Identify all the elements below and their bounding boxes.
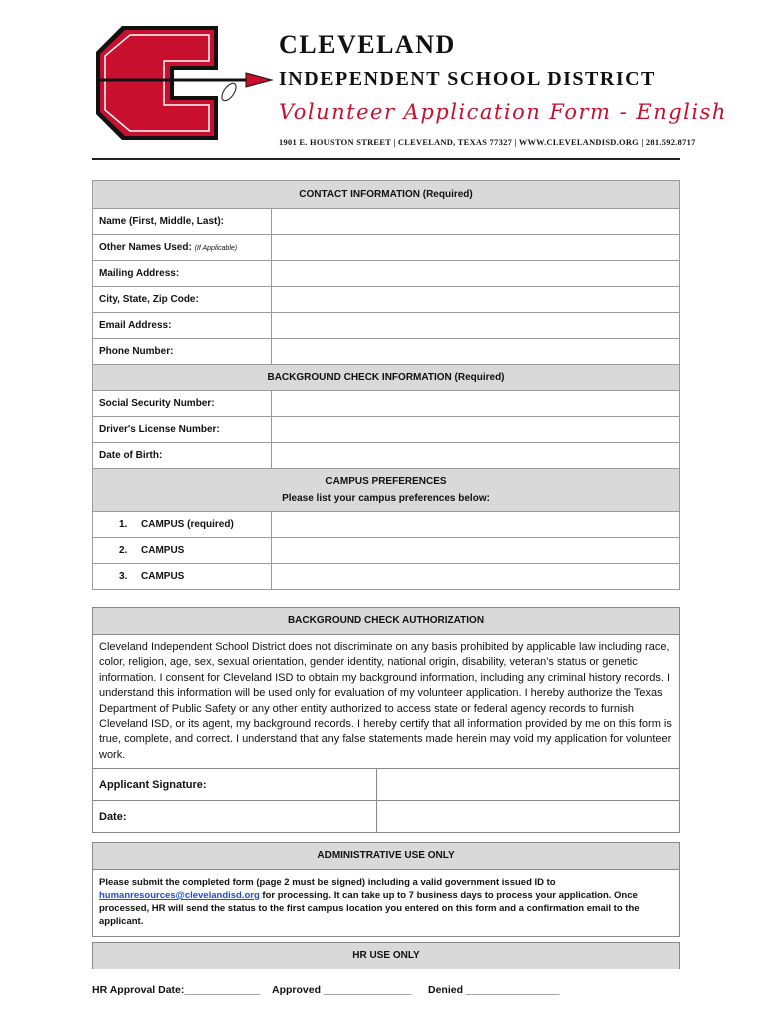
other-names-field[interactable] <box>272 235 680 261</box>
name-label: Name (First, Middle, Last): <box>93 209 272 235</box>
dob-field[interactable] <box>272 443 680 469</box>
table-row <box>93 313 680 339</box>
other-names-label <box>93 235 272 261</box>
campus-1-text: CAMPUS (required) <box>141 519 234 530</box>
campus-title: CAMPUS PREFERENCES <box>325 476 447 487</box>
city-field[interactable] <box>272 287 680 313</box>
email-field[interactable] <box>272 313 680 339</box>
campus-1-field[interactable] <box>272 512 680 538</box>
contact-header: CONTACT INFORMATION (Required) <box>93 181 680 209</box>
ssn-label: Social Security Number: <box>93 391 272 417</box>
license-label: Driver's License Number: <box>93 417 272 443</box>
hr-section <box>92 942 680 969</box>
campus-1-number: 1. <box>119 519 128 530</box>
table-row <box>93 261 680 287</box>
email-label: Email Address: <box>93 313 272 339</box>
mailing-label: Mailing Address: <box>93 261 272 287</box>
authorization-section <box>92 607 680 833</box>
campus-2-number: 2. <box>119 545 128 556</box>
authorization-header: BACKGROUND CHECK AUTHORIZATION <box>93 608 679 635</box>
campus-3-label <box>93 564 272 590</box>
header-divider <box>92 158 680 160</box>
campus-2-field[interactable] <box>272 538 680 564</box>
hr-header: HR USE ONLY <box>93 943 679 969</box>
campus-2-text: CAMPUS <box>141 545 185 556</box>
dob-label: Date of Birth: <box>93 443 272 469</box>
table-row <box>93 287 680 313</box>
mailing-field[interactable] <box>272 261 680 287</box>
org-name: CLEVELAND <box>279 30 456 59</box>
application-table <box>92 180 680 590</box>
campus-1-label <box>93 512 272 538</box>
admin-text-before: Please submit the completed form (page 2 must be signed) including a valid government issued ID to <box>99 877 556 888</box>
phone-label: Phone Number: <box>93 339 272 365</box>
date-label: Date: <box>93 801 377 833</box>
admin-header: ADMINISTRATIVE USE ONLY <box>93 843 679 870</box>
table-row <box>93 209 680 235</box>
authorization-text: Cleveland Independent School District does not discriminate on any basis prohibited by applicable law including race, color, religion, age, sex, sexual orientation, gender identity, national origin, disability, veteran’s status or genetic information. I consent for Cleveland ISD to obtain my background information, including any criminal history records. I understand this information will be used only for evaluation of my volunteer application. I hereby authorize the Texas Department of Public Safety or any other entity authorized to access state or federal agency records to furnish Cleveland ISD, or its agent, my background records. I hereby certify that all information provided by me on this form is true, complete, and correct. I understand that any false statements made herein may void my application for volunteer work. <box>99 641 672 761</box>
admin-text <box>93 870 679 936</box>
signature-field[interactable] <box>377 769 680 801</box>
district-address: 1901 E. HOUSTON STREET | CLEVELAND, TEXAS 77327 | WWW.CLEVELANDISD.ORG | 281.592.8717 <box>279 138 696 147</box>
table-row <box>93 512 680 538</box>
campus-3-field[interactable] <box>272 564 680 590</box>
background-header: BACKGROUND CHECK INFORMATION (Required) <box>93 365 680 391</box>
campus-subtitle: Please list your campus preferences below: <box>282 493 490 504</box>
other-names-text: Other Names Used: <box>99 242 192 253</box>
city-label: City, State, Zip Code: <box>93 287 272 313</box>
admin-section <box>92 842 680 937</box>
name-field[interactable] <box>272 209 680 235</box>
table-row <box>93 235 680 261</box>
district-logo <box>96 24 276 142</box>
hr-email-link[interactable]: humanresources@clevelandisd.org <box>99 890 260 901</box>
phone-field[interactable] <box>272 339 680 365</box>
campus-2-label <box>93 538 272 564</box>
campus-3-text: CAMPUS <box>141 571 185 582</box>
district-name: INDEPENDENT SCHOOL DISTRICT <box>279 68 656 90</box>
signature-label: Applicant Signature: <box>93 769 377 801</box>
other-names-note: (If Applicable) <box>194 245 238 252</box>
table-row <box>93 443 680 469</box>
date-field[interactable] <box>377 801 680 833</box>
table-row <box>93 391 680 417</box>
hr-approved[interactable]: Approved _______________ <box>272 984 412 996</box>
campus-3-number: 3. <box>119 571 128 582</box>
hr-denied[interactable]: Denied ________________ <box>428 984 560 996</box>
form-title: Volunteer Application Form - English <box>279 100 727 124</box>
table-row <box>93 339 680 365</box>
table-row <box>93 417 680 443</box>
campus-header <box>93 469 680 512</box>
table-row <box>93 564 680 590</box>
table-row <box>93 538 680 564</box>
license-field[interactable] <box>272 417 680 443</box>
hr-approval-date[interactable]: HR Approval Date:_____________ <box>92 984 261 996</box>
admin-text-after: for processing. It can take up to 7 business days to process your application. Once processed, HR will send the status to the first campus location you entered on this form and a confirmation email to the applicant. <box>99 890 640 927</box>
signature-table <box>93 768 679 832</box>
ssn-field[interactable] <box>272 391 680 417</box>
